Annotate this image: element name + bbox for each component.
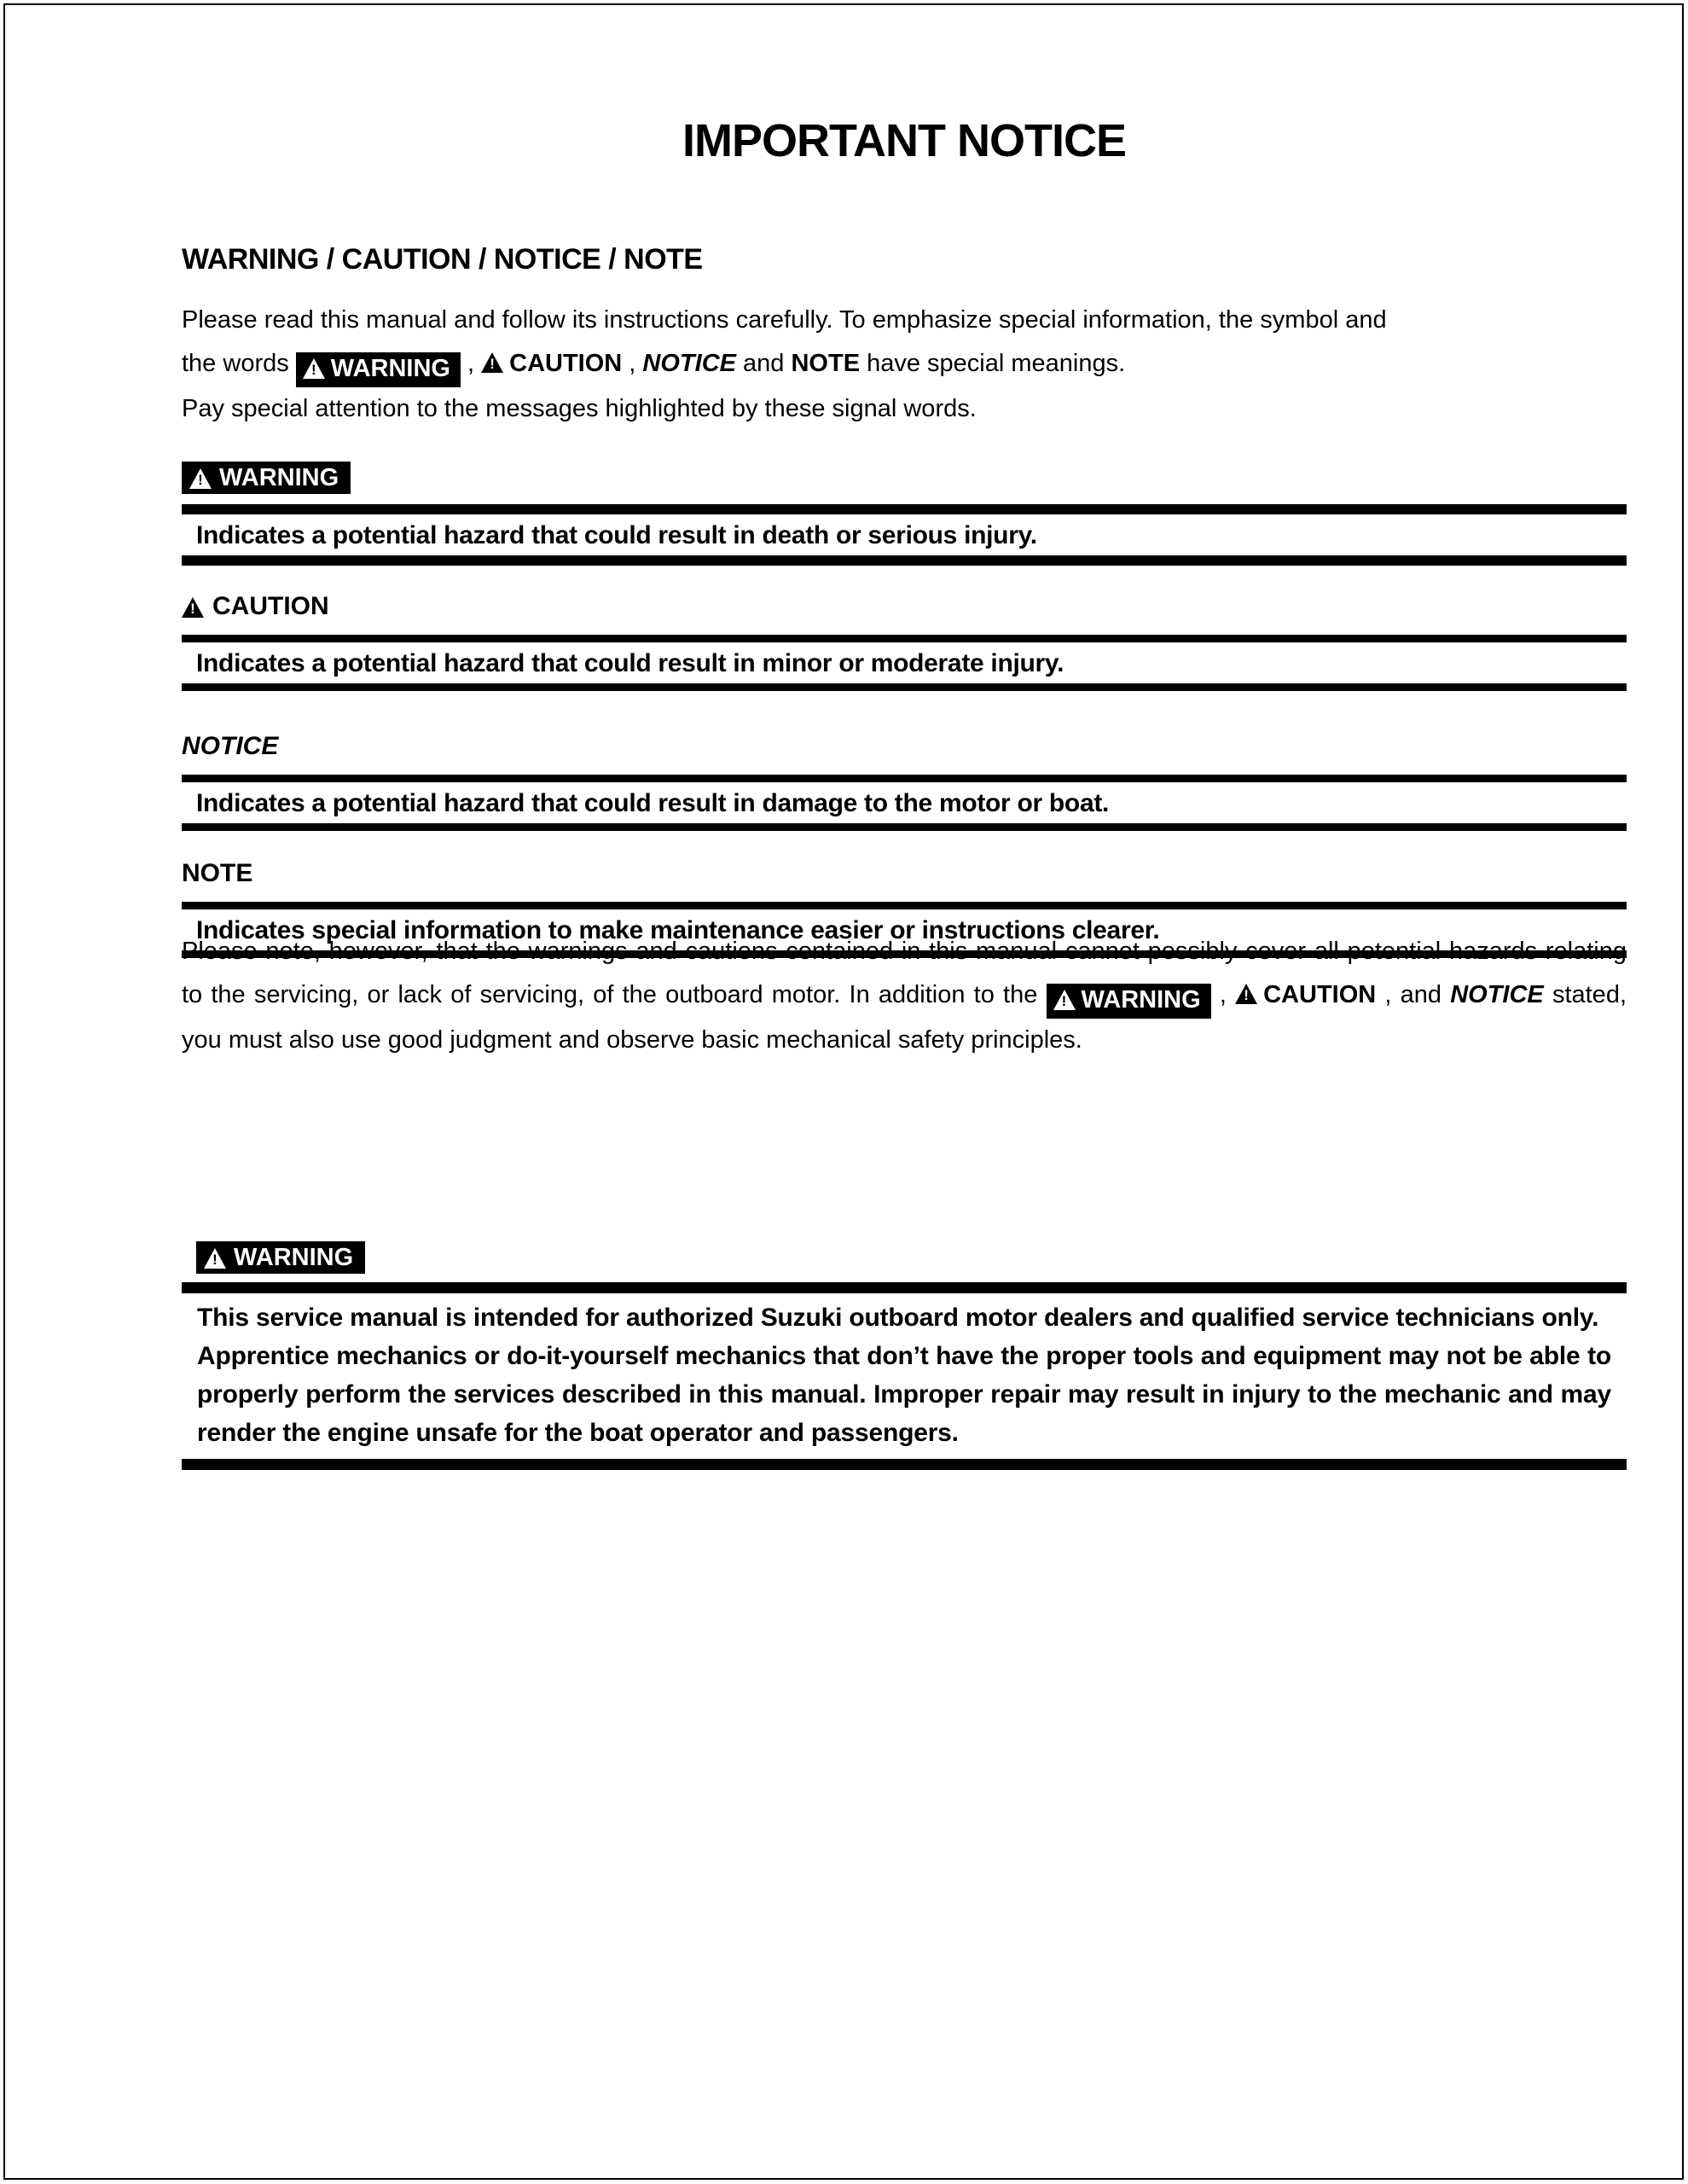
supplementary-paragraph: Please note, however, that the warnings and cautions contained in this manual cannot possibly cover all potential hazards relating to the servicing, or lack of servicing, of the outboard motor. In addition to the ! WARNING , ! CAUTION , and NOTICE stated, you must also use good judgment and observe basic mechanical safety principles.: [182, 938, 1627, 1054]
notice-heading: [182, 732, 1627, 761]
inline-note-label: NOTE: [791, 350, 861, 377]
note-description: Indicates special information to make maintenance easier or instructions clearer.: [196, 916, 1160, 944]
caution-heading-label: CAUTION: [212, 592, 329, 620]
service-warning-block: [182, 1241, 1627, 1470]
warning-triangle-icon: !: [1235, 983, 1257, 1004]
inline-notice-label: NOTICE: [1450, 981, 1544, 1008]
warning-triangle-icon: !: [481, 351, 503, 373]
warning-description: Indicates a potential hazard that could result in death or serious injury.: [196, 521, 1037, 549]
caution-heading: [182, 592, 1627, 621]
note-heading: [182, 859, 1627, 888]
rule: [182, 902, 1627, 909]
rule: [182, 1459, 1627, 1470]
service-warning-paragraph: Apprentice mechanics or do-it-yourself mechanics that don’t have the proper tools and equipment may not be able to properly perform the services described in this manual. Improper repair may result in injury to the mechanic and may render the engine unsafe for the boat operator and passengers.: [197, 1342, 1611, 1447]
rule: [182, 683, 1627, 691]
rule: [182, 635, 1627, 642]
inline-warning-badge: ! WARNING: [296, 352, 461, 387]
warning-triangle-icon: !: [303, 357, 325, 379]
rule: [182, 775, 1627, 782]
warning-triangle-icon: !: [204, 1247, 226, 1269]
rule: [182, 555, 1627, 566]
signal-words-heading: WARNING / CAUTION / NOTICE / NOTE: [182, 243, 703, 276]
intro-paragraph: Please read this manual and follow its instructions carefully. To emphasize special information, the symbol and the words ! WARNING , ! CAUTION , NOTICE and NOTE have special meanings. Pay special attention to the messages highlighted by these signal words.: [182, 306, 1387, 422]
warning-badge-label: WARNING: [234, 1243, 354, 1271]
warning-badge: [182, 462, 351, 494]
signal-block-warning: [182, 462, 1627, 566]
service-warning-paragraph: This service manual is intended for authorized Suzuki outboard motor dealers and qualified service technicians only.: [197, 1304, 1599, 1332]
warning-triangle-icon: !: [189, 468, 212, 489]
inline-caution-label: ! CAUTION: [1235, 981, 1376, 1008]
warning-badge: [196, 1241, 365, 1274]
service-warning-text: [182, 1293, 1627, 1459]
warning-triangle-icon: !: [1053, 989, 1076, 1010]
warning-badge-label: WARNING: [219, 463, 339, 491]
rule: [182, 1282, 1627, 1293]
notice-description: Indicates a potential hazard that could result in damage to the motor or boat.: [196, 789, 1110, 817]
rule: [182, 504, 1627, 514]
caution-description: Indicates a potential hazard that could result in minor or moderate injury.: [196, 649, 1064, 677]
warning-triangle-icon: !: [182, 596, 204, 618]
signal-block-caution: [182, 592, 1627, 691]
note-heading-label: NOTE: [182, 859, 253, 887]
signal-block-notice: [182, 732, 1627, 831]
rule: [182, 823, 1627, 831]
inline-warning-badge: ! WARNING: [1047, 984, 1211, 1019]
notice-heading-label: NOTICE: [182, 732, 279, 760]
page-title: IMPORTANT NOTICE: [682, 115, 1126, 166]
inline-caution-label: ! CAUTION: [481, 350, 622, 377]
inline-notice-label: NOTICE: [642, 350, 736, 377]
